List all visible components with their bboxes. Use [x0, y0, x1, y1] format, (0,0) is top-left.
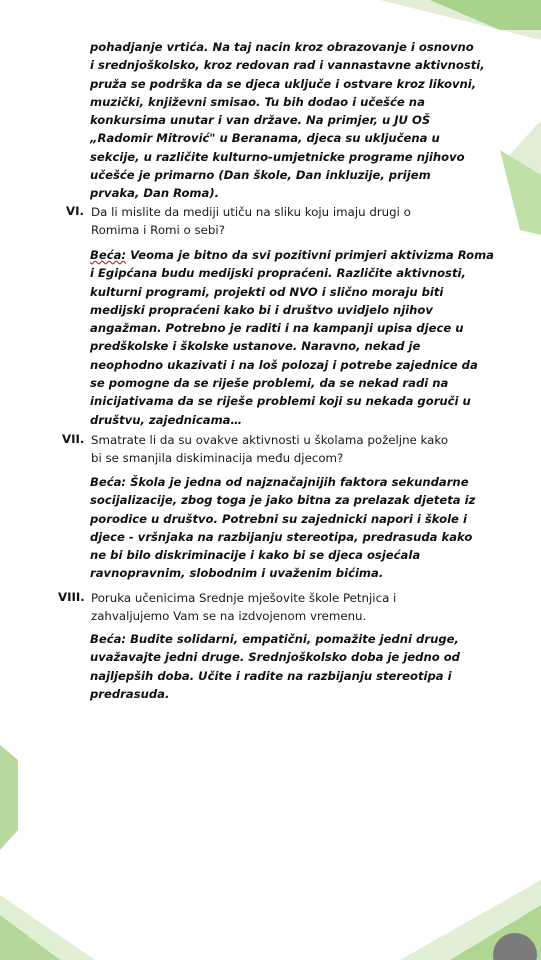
- intro-line: prvaka, Dan Roma).: [90, 186, 220, 201]
- answer-paragraph: [90, 246, 494, 429]
- answer-line: porodice u društvo. Potrebni su zajednicki napori i škole i: [90, 511, 467, 526]
- speaker-name: Beća:: [90, 248, 127, 262]
- answer-line: se pomogne da se riješe problemi, da se nekad radi na: [90, 376, 449, 391]
- answer-line: i Egipćana budu medijski propraćeni. Različite aktivnosti,: [90, 266, 466, 281]
- intro-paragraph: [90, 38, 485, 203]
- answer-line: ravnopravnim, slobodnim i uvaženim bićima.: [90, 566, 384, 581]
- answer-line: Beća: Veoma je bitno da svi pozitivni primjeri aktivizma Roma: [90, 248, 495, 262]
- answer-paragraph: [90, 630, 460, 703]
- answer-line: ne bi bilo diskriminacije i kako bi se djeca osjećala: [90, 548, 421, 563]
- question-line: bi se smanjila diskiminacija među djecom?: [91, 451, 344, 465]
- answer-line: djece - vršnjaka na razbijanju stereotipa, predrasuda kako: [90, 529, 473, 544]
- question-line: Poruka učenicima Srednje mješovite škole Petnjica i: [91, 591, 397, 605]
- intro-line: pohadjanje vrtića. Na taj nacin kroz obrazovanje i osnovno: [90, 40, 474, 54]
- question-number: VIII.: [58, 590, 85, 604]
- answer-line: najljepših doba. Učite i radite na razbijanju stereotipa i: [90, 668, 452, 683]
- deco-triangle-left: [0, 745, 18, 850]
- intro-line: i srednjoškolsko, kroz redovan rad i vannastavne aktivnosti,: [90, 58, 485, 73]
- answer-line: predrasuda.: [90, 686, 170, 701]
- question-number: VI.: [66, 204, 85, 218]
- question-text: [91, 431, 448, 467]
- question-line: Smatrate li da su ovakve aktivnosti u školama poželjne kako: [91, 433, 449, 447]
- answer-line: kulturni programi, projekti od NVO i slično moraju biti: [90, 284, 444, 299]
- question-line: Romima i Romi o sebi?: [91, 223, 225, 237]
- answer-line: uvažavajte jedni druge. Srednjoškolsko doba je jedno od: [90, 650, 460, 665]
- answer-line: Beća: Škola je jedna od najznačajnijih faktora sekundarne: [90, 475, 469, 489]
- intro-line: muzički, književni smisao. Tu bih dodao i učešće na: [90, 94, 425, 109]
- intro-line: konkursima unutar i van države. Na primjer, u JU OŠ: [90, 113, 431, 128]
- answer-line: medijski propraćeni kako bi i društvo uvidjelo njihov: [90, 302, 433, 317]
- intro-line: učešće je primarno (Dan škole, Dan inkluzije, prijem: [90, 168, 431, 183]
- question-text: [91, 589, 396, 625]
- question-line: Da li mislite da mediji utiču na sliku koju imaju drugi o: [91, 205, 411, 219]
- intro-line: „Radomir Mitrović" u Beranama, djeca su uključena u: [90, 131, 440, 146]
- question-text: [91, 203, 411, 239]
- question-line: zahvaljujemo Vam se na izdvojenom vremenu.: [91, 609, 367, 623]
- answer-line: Beća: Budite solidarni, empatični, pomažite jedni druge,: [90, 632, 459, 646]
- answer-line: inicijativama da se riješe problemi koji su nekada goruči u: [90, 394, 471, 409]
- answer-line: angažman. Potrebno je raditi i na kampanji upisa djece u: [90, 321, 464, 336]
- question-number: VII.: [62, 432, 85, 446]
- answer-line: društvu, zajednicama…: [90, 412, 243, 427]
- answer-paragraph: [90, 473, 475, 583]
- answer-line: neophodno ukazivati i na loš polozaj i potrebe zajednice da: [90, 357, 478, 372]
- intro-line: pruža se podrška da se djeca uključe i ostvare kroz likovni,: [90, 76, 477, 91]
- answer-line: predškolske i školske ustanove. Naravno, nekad je: [90, 339, 421, 354]
- answer-line: socijalizacije, zbog toga je jako bitna za prelazak djeteta iz: [90, 493, 476, 508]
- intro-line: sekcije, u različite kulturno-umjetnicke programe njihovo: [90, 149, 465, 164]
